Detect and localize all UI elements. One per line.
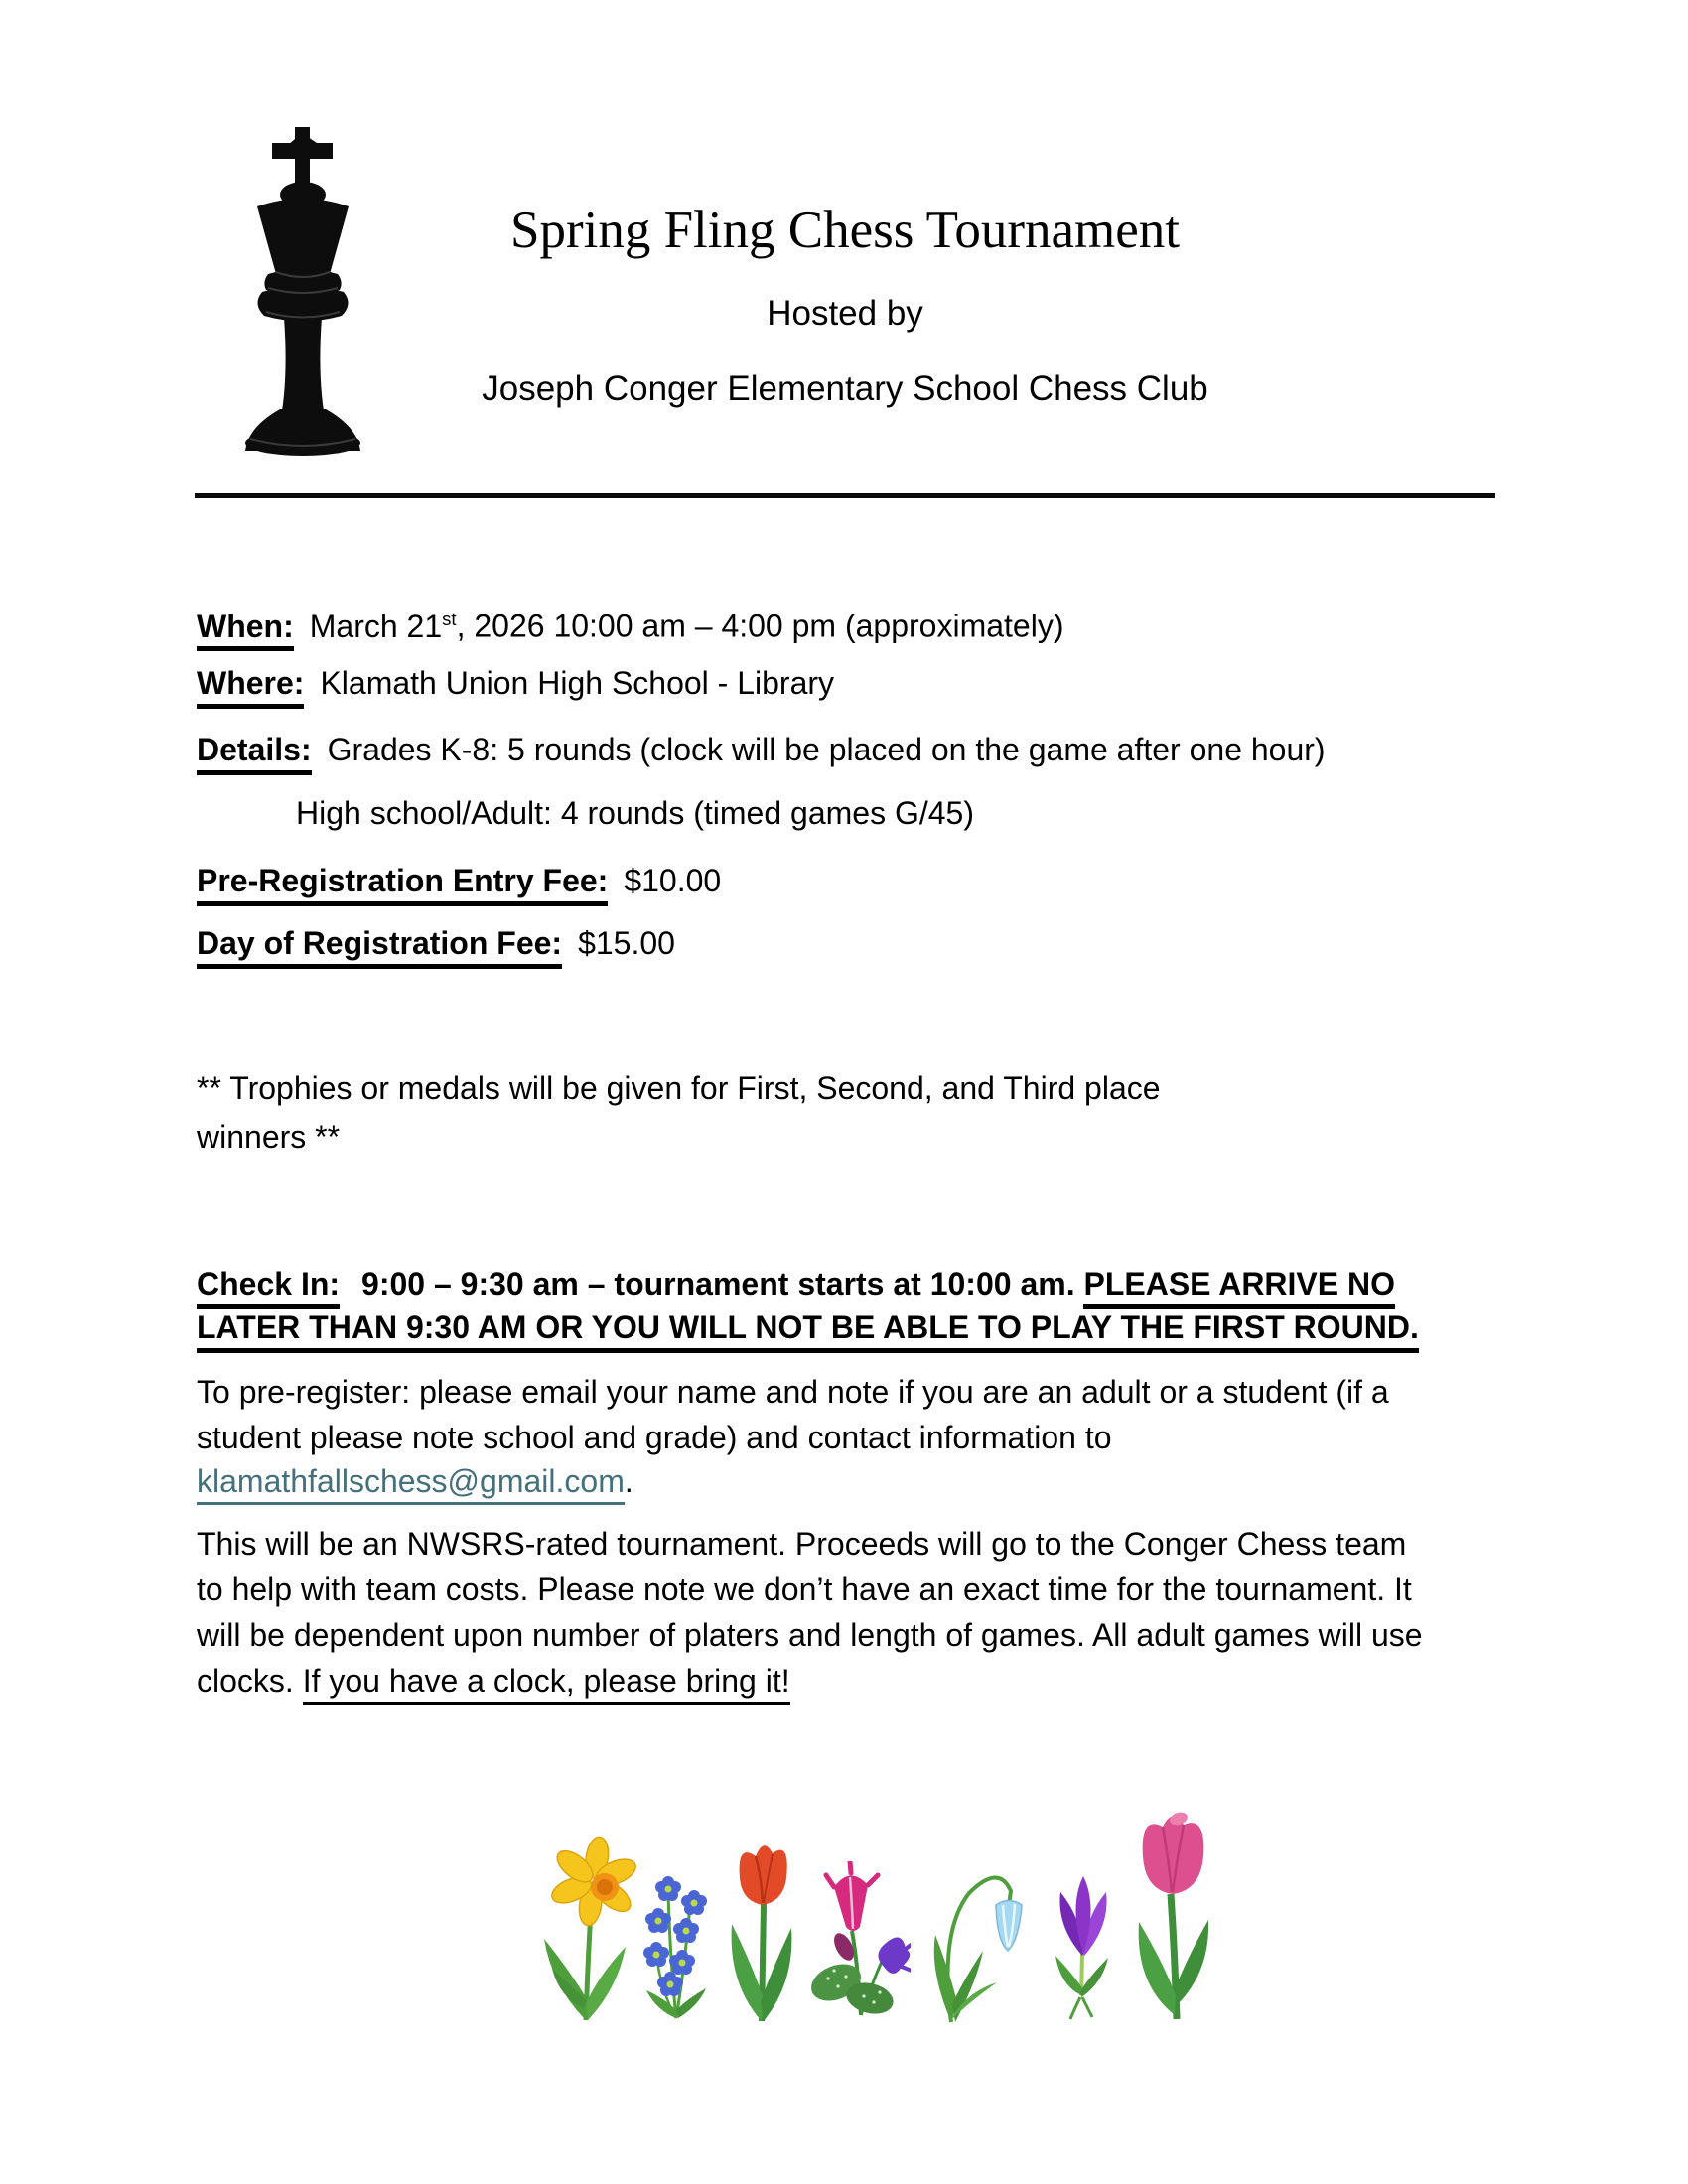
where-label: Where: — [197, 665, 304, 709]
when-row — [197, 597, 1063, 651]
pink-tulip-icon — [1117, 1805, 1216, 2023]
when-ordinal: st — [442, 609, 457, 629]
where-value: Klamath Union High School - Library — [320, 665, 835, 701]
details-row-2: High school/Adult: 4 rounds (timed games G/45) — [296, 795, 974, 831]
when-value-1: March 21 — [309, 608, 443, 644]
checkin-warning-1: PLEASE ARRIVE NO — [1083, 1266, 1395, 1309]
nwsrs-line4 — [197, 1658, 790, 1705]
prereg-fee-row — [197, 858, 721, 906]
details-value: Grades K-8: 5 rounds (clock will be placed on the game after one hour) — [327, 732, 1326, 767]
details-label: Details: — [197, 732, 312, 775]
nwsrs-line3: will be dependent upon number of platers and length of games. All adult games will use — [197, 1617, 1423, 1653]
preregister-line2: student please note school and grade) and contact information to — [197, 1420, 1112, 1455]
checkin-label: Check In: — [197, 1266, 340, 1309]
checkin-warning-2: LATER THAN 9:30 AM OR YOU WILL NOT BE ABLE TO PLAY THE FIRST ROUND. — [197, 1305, 1419, 1353]
snowdrop-icon — [923, 1842, 1033, 2025]
crocus-icon — [1041, 1864, 1125, 2023]
preregister-line3 — [197, 1458, 633, 1505]
red-tulip-icon — [720, 1835, 804, 2023]
when-label: When: — [197, 609, 294, 652]
header-divider — [195, 493, 1495, 498]
host-name-text: Joseph Conger Elementary School Chess Club — [482, 369, 1208, 408]
daffodil-icon — [536, 1830, 640, 2023]
flyer-title: Spring Fling Chess Tournament — [509, 202, 1181, 259]
bellflowers-icon — [806, 1861, 911, 2025]
bring-clock-underlined: If you have a clock, please bring it! — [303, 1663, 790, 1705]
checkin-row — [197, 1262, 1395, 1309]
checkin-text: 9:00 – 9:30 am – tournament starts at 10:00 am. — [361, 1266, 1084, 1301]
dayreg-fee-label: Day of Registration Fee: — [197, 925, 562, 969]
dayreg-fee-value: $15.00 — [578, 925, 675, 961]
details-row — [197, 727, 1326, 775]
trophies-note-line1: ** Trophies or medals will be given for First, Second, and Third place — [197, 1070, 1161, 1106]
nwsrs-line4-start: clocks. — [197, 1663, 303, 1699]
prereg-fee-label: Pre-Registration Entry Fee: — [197, 863, 608, 906]
where-row — [197, 660, 834, 709]
preregister-line1: To pre-register: please email your name and note if you are an adult or a student (if a — [197, 1374, 1389, 1410]
trophies-note-line2: winners ** — [197, 1119, 341, 1155]
when-value-2: , 2026 10:00 am – 4:00 pm (approximately) — [456, 608, 1064, 644]
prereg-fee-value: $10.00 — [624, 863, 722, 898]
hosted-by-text: Hosted by — [767, 294, 923, 333]
nwsrs-line2: to help with team costs. Please note we don’t have an exact time for the tournament. It — [197, 1571, 1412, 1607]
dayreg-fee-row — [197, 920, 675, 969]
email-link[interactable]: klamathfallschess@gmail.com — [197, 1463, 625, 1505]
email-period: . — [624, 1463, 633, 1499]
nwsrs-line1: This will be an NWSRS-rated tournament. Proceeds will go to the Conger Chess team — [197, 1526, 1407, 1562]
